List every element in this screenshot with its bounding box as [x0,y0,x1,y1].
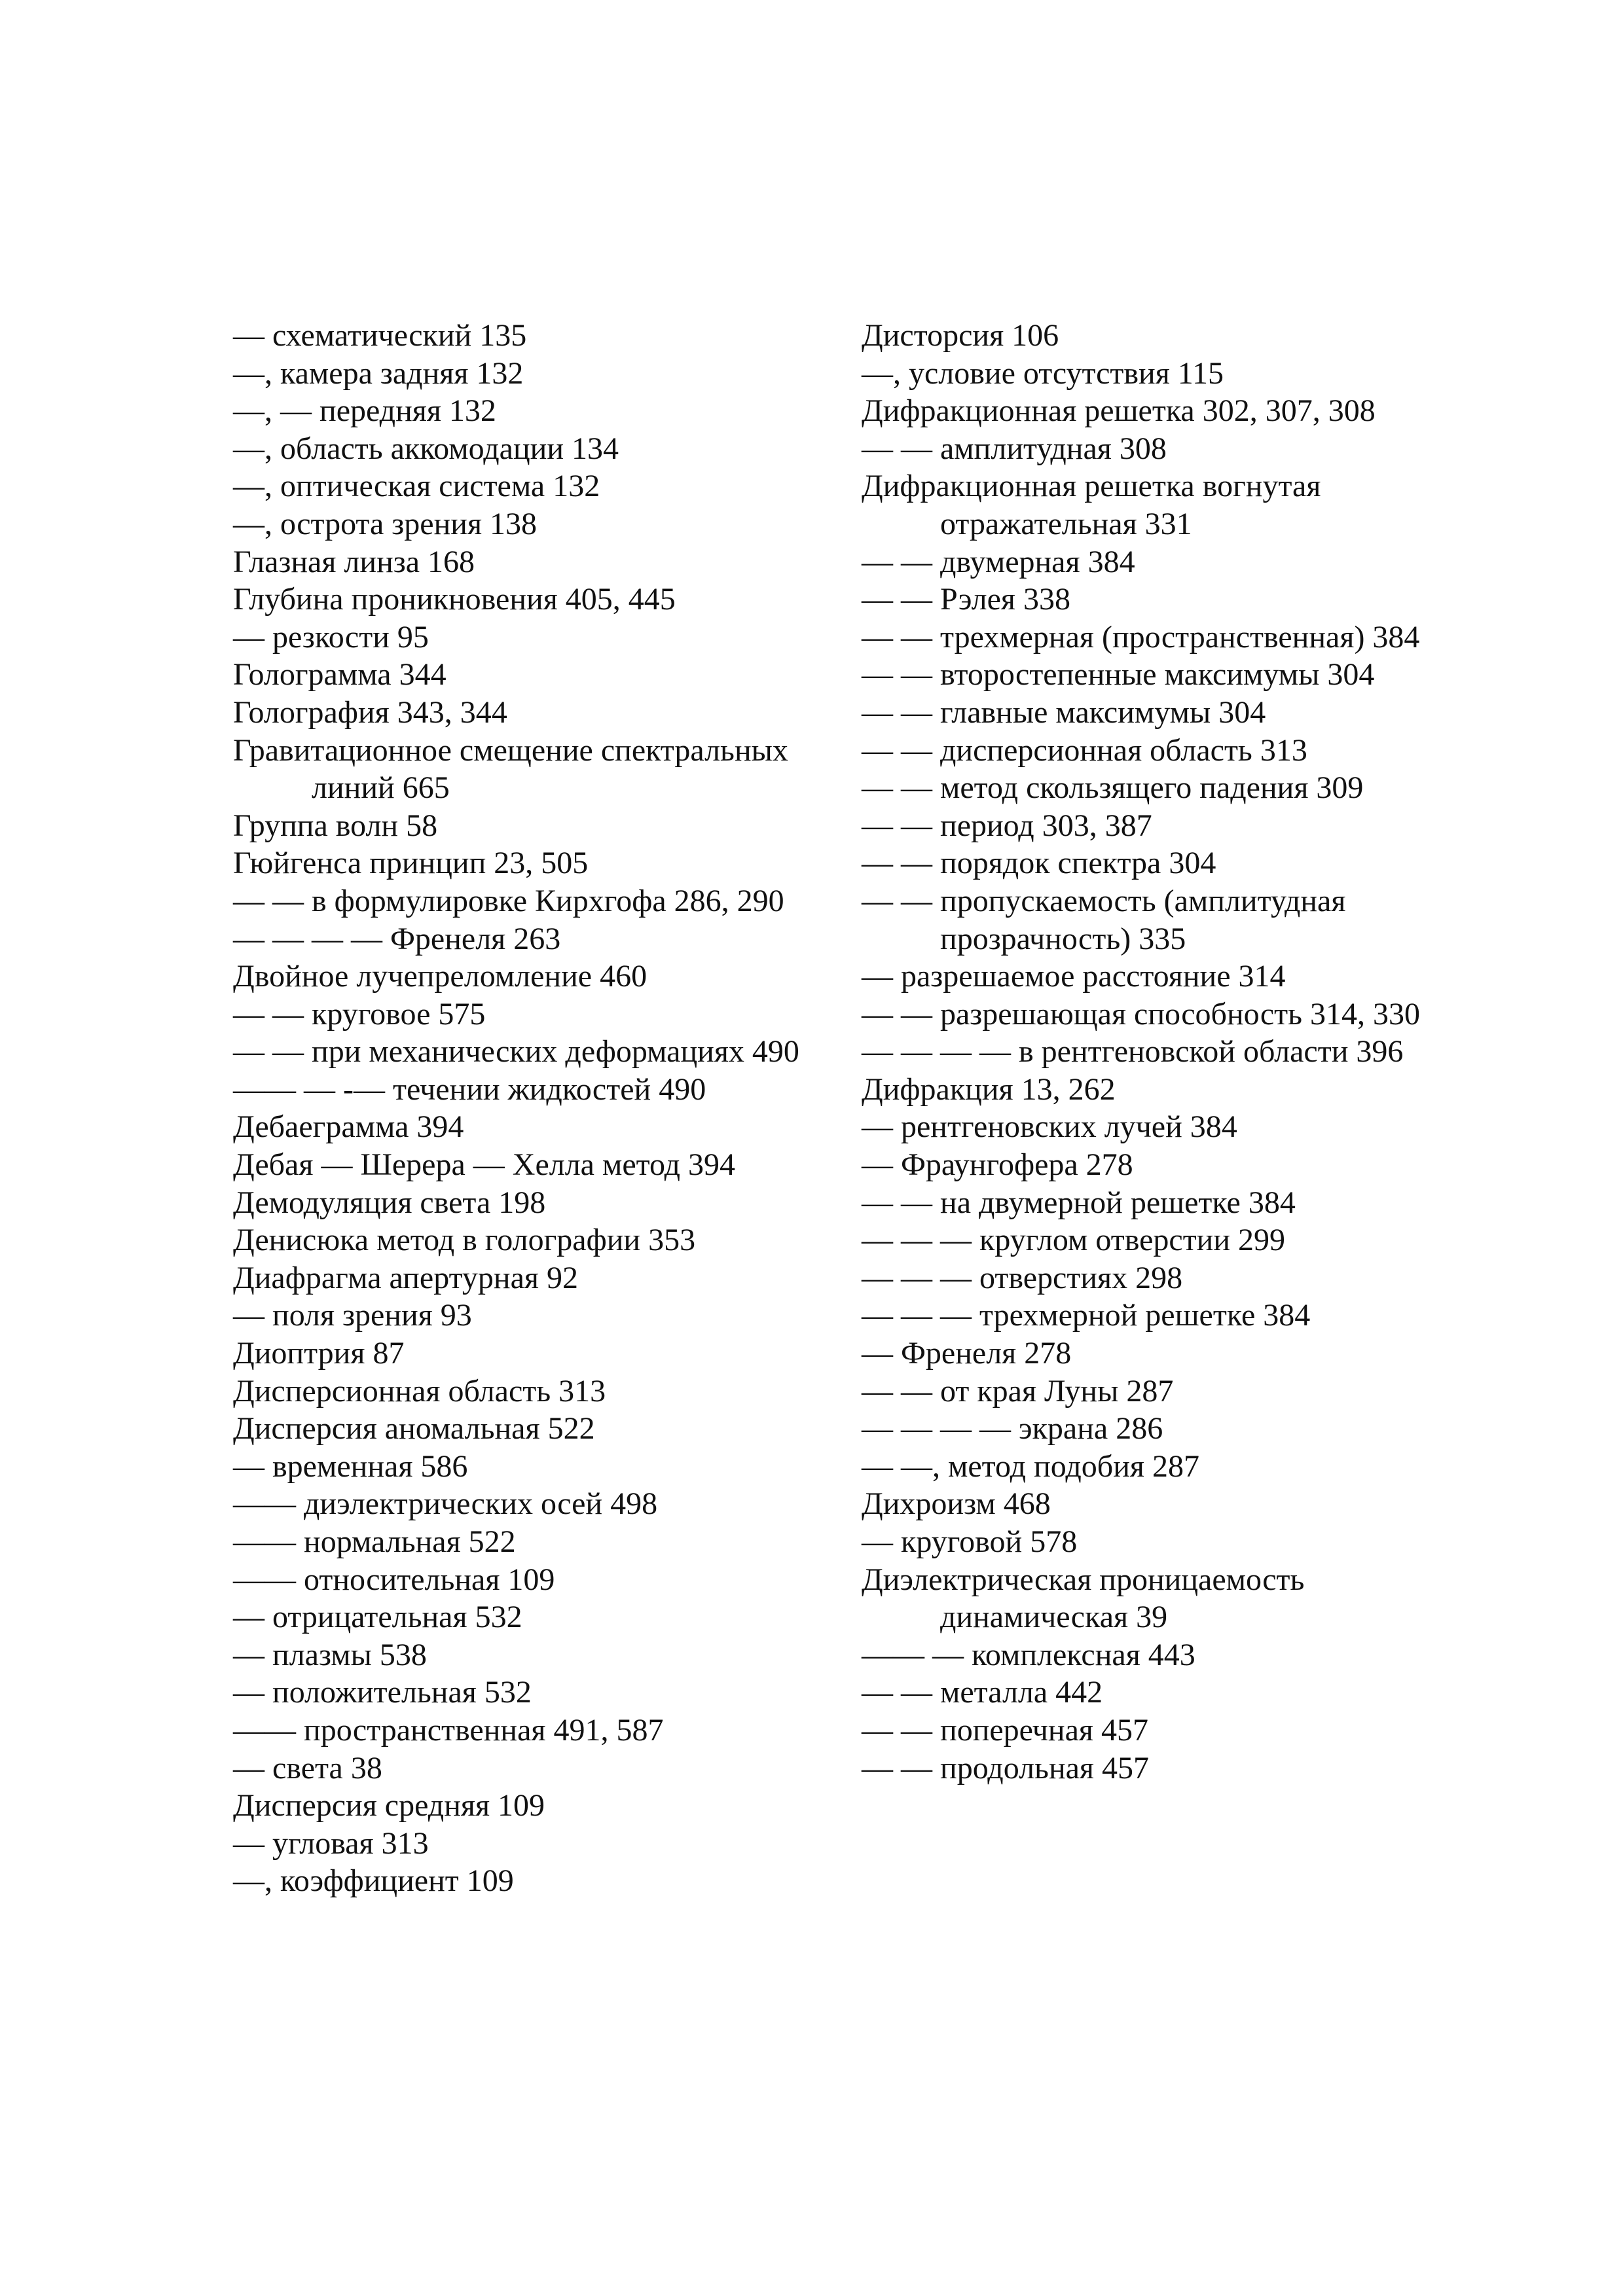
index-entry: — — пропускаемость (амплитудная прозрачность) 335 [862,883,1346,956]
index-entry: — временная 586 [233,1448,468,1484]
index-entry: — схематический 135 [233,318,527,353]
index-entry: — — амплитудная 308 [862,431,1167,466]
index-entry: — — металла 442 [862,1675,1103,1710]
index-entry: Дифракция 13, 262 [862,1071,1116,1107]
index-entry: Двойное лучепреломление 460 [233,959,647,994]
index-entry: Денисюка метод в голографии 353 [233,1223,696,1258]
index-entry: — Френеля 278 [862,1336,1072,1371]
index-entry: Дифракционная решетка 302, 307, 308 [862,393,1376,429]
index-entry: —— — -— течении жидкостей 490 [233,1071,706,1107]
index-entry: — — Рэлея 338 [862,582,1070,617]
index-entry: Дисперсия средняя 109 [233,1788,545,1823]
index-entry: Глубина проникновения 405, 445 [233,582,676,617]
index-entry: Глазная линза 168 [233,544,475,579]
index-entry: Дифракционная решетка вогнутая отражательная 331 [862,469,1321,541]
index-entry: — —, метод подобия 287 [862,1448,1199,1484]
index-entry: — угловая 313 [233,1825,429,1861]
index-entry: Дисперсионная область 313 [233,1373,606,1408]
index-entry: Голография 343, 344 [233,694,507,730]
index-entry: — положительная 532 [233,1675,532,1710]
index-entry: — — — — в рентгеновской области 396 [862,1034,1404,1069]
index-entry: — плазмы 538 [233,1637,427,1672]
index-entry: Гравитационное смещение спектральных линий 665 [233,732,788,806]
index-entry: Дисторсия 106 [862,318,1059,353]
index-entry: — — — круглом отверстии 299 [862,1223,1286,1258]
index-entry: — резкости 95 [233,619,429,655]
index-entry: — — — отверстиях 298 [862,1260,1183,1295]
index-entry: Диафрагма апертурная 92 [233,1260,578,1295]
index-entry: —, условие отсутствия 115 [862,355,1224,391]
index-entry: — — продольная 457 [862,1750,1150,1785]
index-entry: — — второстепенные максимумы 304 [862,657,1375,692]
index-entry: Гюйгенса принцип 23, 505 [233,846,589,881]
index-column-right [862,317,1451,1787]
index-entry: —— пространственная 491, 587 [233,1712,664,1748]
index-entry: — — метод скользящего падения 309 [862,770,1364,806]
index-entry: — — при механических деформациях 490 [233,1034,799,1069]
index-entry: — — на двумерной решетке 384 [862,1185,1296,1220]
index-entry: Группа волн 58 [233,808,438,843]
index-entry: — отрицательная 532 [233,1600,522,1635]
index-entry: — — порядок спектра 304 [862,846,1216,881]
index-entry: —— — комплексная 443 [862,1637,1195,1672]
index-entry: —, острота зрения 138 [233,506,538,541]
index-entry: —, область аккомодации 134 [233,431,619,466]
index-entry: —, камера задняя 132 [233,355,524,391]
index-entry: —— нормальная 522 [233,1524,516,1559]
index-entry: — — главные максимумы 304 [862,694,1266,730]
index-entry: — — — — экрана 286 [862,1411,1163,1446]
index-entry: — света 38 [233,1750,382,1785]
index-entry: —, — передняя 132 [233,393,496,429]
index-column-left [233,317,822,1900]
index-entry: — круговой 578 [862,1524,1078,1559]
index-entry: — — в формулировке Кирхгофа 286, 290 [233,883,784,918]
index-entry: Дебаеграмма 394 [233,1109,464,1145]
index-entry: —— диэлектрических осей 498 [233,1486,658,1522]
index-entry: — — — трехмерной решетке 384 [862,1298,1311,1333]
index-entry: — — от края Луны 287 [862,1373,1174,1408]
index-entry: —— относительная 109 [233,1562,555,1597]
index-entry: — — дисперсионная область 313 [862,732,1307,768]
index-entry: Демодуляция света 198 [233,1185,546,1220]
index-entry: —, оптическая система 132 [233,469,600,504]
index-entry: — — двумерная 384 [862,544,1135,579]
index-entry: Диэлектрическая проницаемость динамическая 39 [862,1562,1305,1635]
index-entry: Голограмма 344 [233,657,447,692]
index-entry: — поля зрения 93 [233,1298,472,1333]
index-entry: Дебая — Шерера — Хелла метод 394 [233,1147,736,1183]
index-entry: — — трехмерная (пространственная) 384 [862,619,1420,655]
index-entry: Диоптрия 87 [233,1336,405,1371]
index-entry: — Фраунгофера 278 [862,1147,1133,1183]
index-entry: — — разрешающая способность 314, 330 [862,996,1421,1031]
index-entry: — — — — Френеля 263 [233,921,561,956]
index-entry: — разрешаемое расстояние 314 [862,959,1286,994]
index-entry: — — поперечная 457 [862,1712,1148,1748]
index-entry: — рентгеновских лучей 384 [862,1109,1237,1145]
index-entry: Дихроизм 468 [862,1486,1051,1522]
index-entry: — — круговое 575 [233,996,486,1031]
index-entry: — — период 303, 387 [862,808,1152,843]
index-entry: Дисперсия аномальная 522 [233,1411,595,1446]
index-entry: —, коэффициент 109 [233,1863,514,1899]
